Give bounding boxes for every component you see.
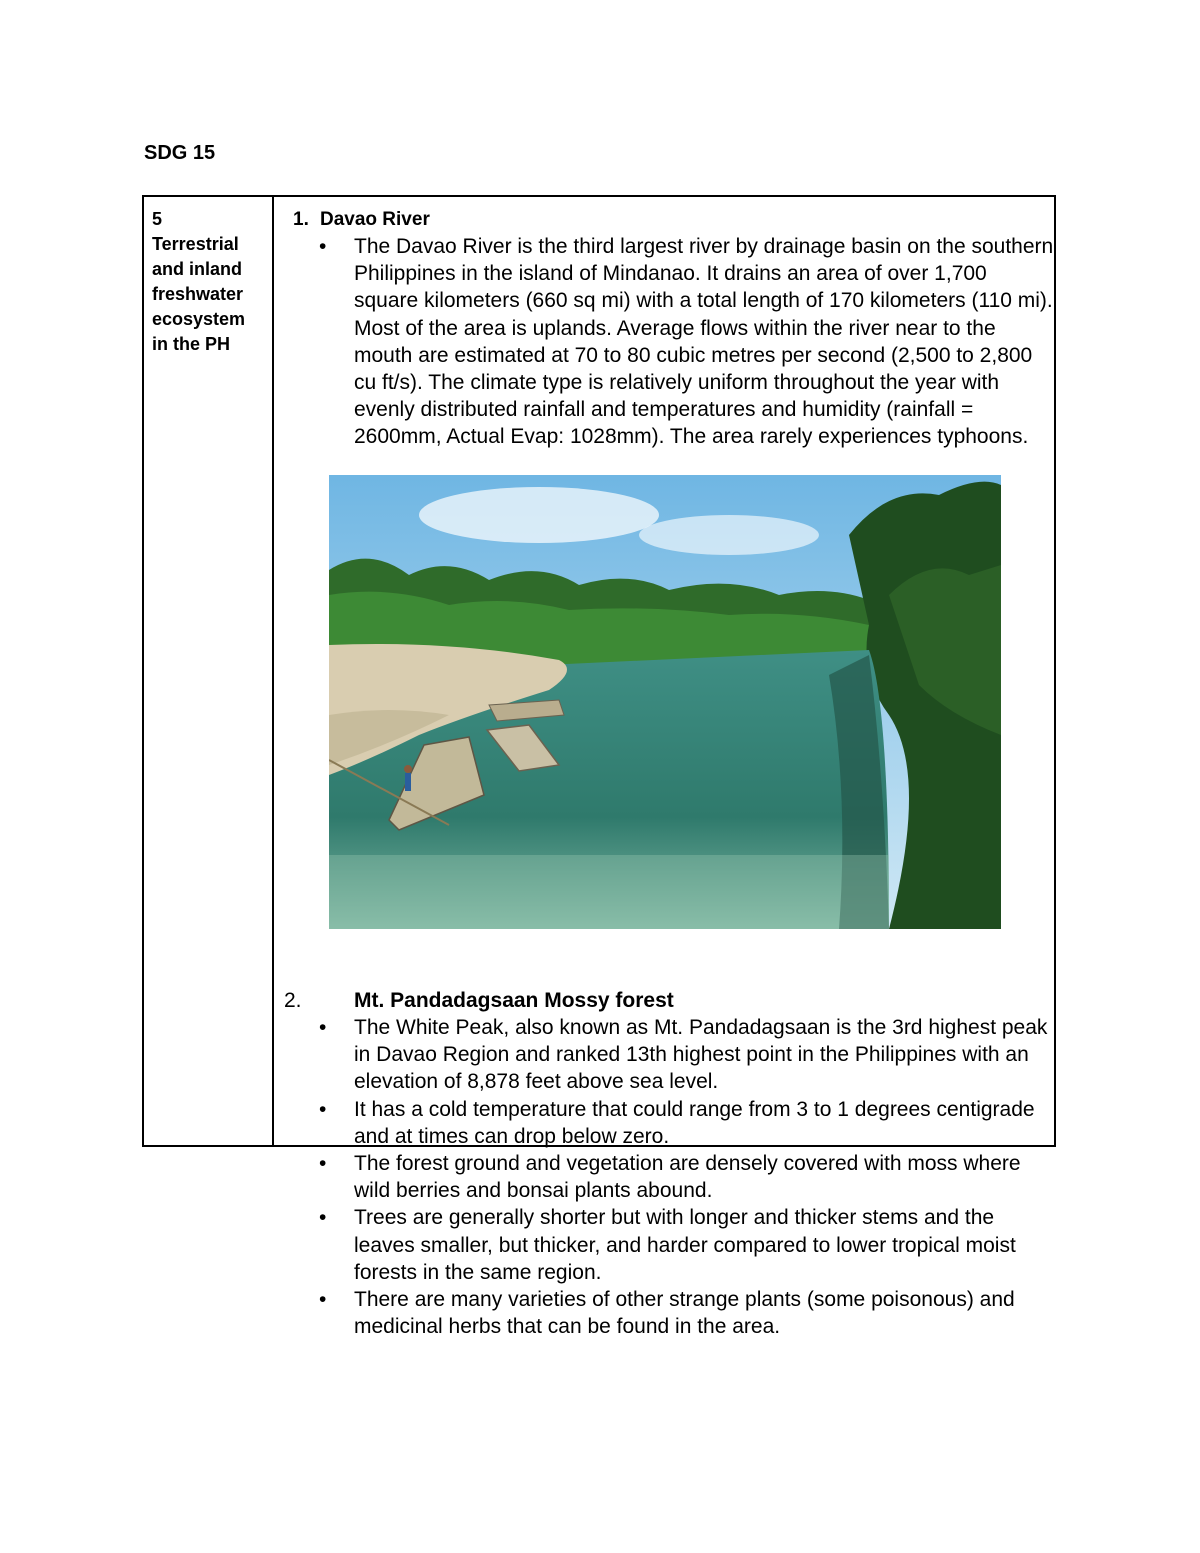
category-line: in the PH xyxy=(152,334,231,354)
section2-number: 2. xyxy=(284,989,302,1012)
list-item-text: The White Peak, also known as Mt. Pandadagsaan is the 3rd highest peak in Davao Region and ranked 13th highest point in the Philippines with an elevation of 8,878 feet above sea level. xyxy=(354,1016,1048,1094)
category-line: freshwater xyxy=(152,284,244,304)
bullet-icon: • xyxy=(319,1206,327,1230)
river-landscape-image xyxy=(329,475,1001,929)
list-item-text: Trees are generally shorter but with longer and thicker stems and the leaves smaller, but thicker, and harder compared to lower tropical moist forests in the same region. xyxy=(354,1206,1016,1284)
bullet-icon: • xyxy=(319,1016,327,1039)
category-line: Terrestrial xyxy=(152,234,239,254)
category-cell xyxy=(144,197,274,1145)
bullet-icon: • xyxy=(319,235,327,258)
list-item xyxy=(319,1096,1054,1150)
davao-river-photo xyxy=(329,475,1001,929)
list-item xyxy=(319,1150,1054,1204)
list-item xyxy=(319,1286,1054,1340)
content-table xyxy=(142,195,1056,1339)
category-line: ecosystem xyxy=(152,309,246,329)
list-item xyxy=(319,1204,1054,1286)
bullet-icon: • xyxy=(319,1097,327,1121)
category-number: 5 xyxy=(152,209,163,229)
bullet-icon: • xyxy=(319,1152,327,1176)
list-item-text: It has a cold temperature that could range from 3 to 1 degrees centigrade and at times can drop below zero. xyxy=(354,1097,1035,1148)
section1-number: 1. xyxy=(293,209,309,230)
page-heading: SDG 15 xyxy=(144,142,216,164)
section1-paragraph-block xyxy=(319,233,1054,451)
list-item xyxy=(319,1014,1054,1096)
list-item-text: There are many varieties of other strange plants (some poisonous) and medicinal herbs that can be found in the area. xyxy=(354,1288,1015,1339)
list-item-text: The forest ground and vegetation are densely covered with moss where wild berries and bonsai plants abound. xyxy=(354,1152,1021,1203)
details-cell xyxy=(274,197,1054,1339)
bullet-icon: • xyxy=(319,1288,327,1312)
category-line: and inland xyxy=(152,259,242,279)
section1-heading xyxy=(293,207,430,233)
section1-paragraph: The Davao River is the third largest river by drainage basin on the southern Philippines in the island of Mindanao. It drains an area of over 1,700 square kilometers (660 sq mi) with a total length of 170 kilometers (110 mi). Most of the area is uplands. Average flows within the river near to the mouth are estimated at 70 to 80 cubic metres per second (2,500 to 2,800 cu ft/s). The climate type is relatively uniform throughout the year with evenly distributed rainfall and temperatures and humidity (rainfall = 2600mm, Actual Evap: 1028mm). The area rarely experiences typhoons. xyxy=(354,235,1054,449)
section2-bullet-list xyxy=(319,1014,1054,1340)
section2-title: Mt. Pandadagsaan Mossy forest xyxy=(354,989,674,1012)
section1-title: Davao River xyxy=(320,209,430,230)
